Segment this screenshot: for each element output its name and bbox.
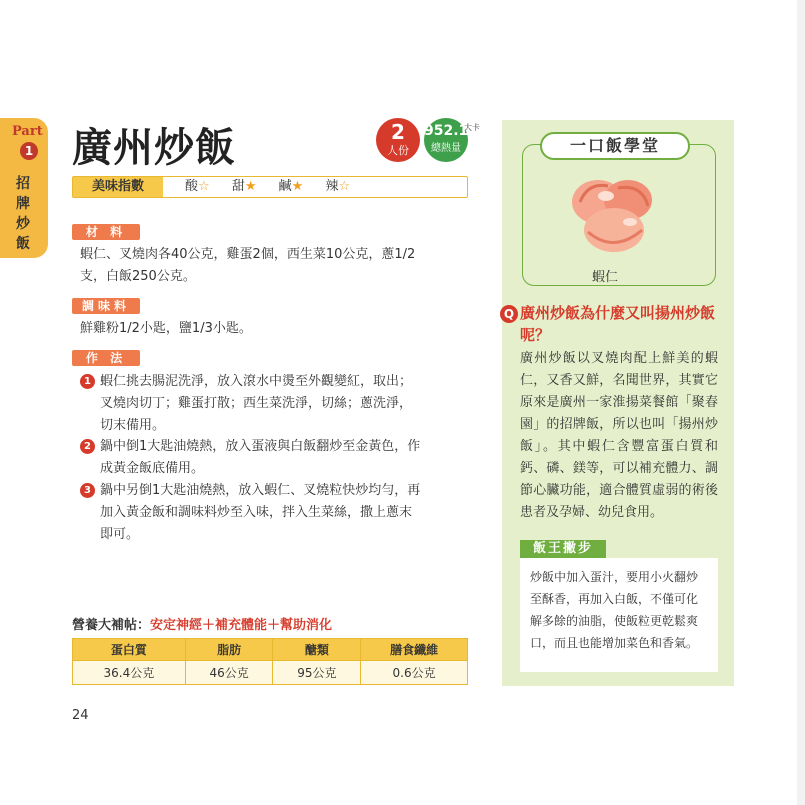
recipe-title: 廣州炒飯: [72, 125, 236, 171]
answer-text: 廣州炒飯以叉燒肉配上鮮美的蝦仁，又香又鮮，名聞世界，其實它原來是廣州一家淮揚菜餐館「聚春園」的招牌飯，所以也叫「揚州炒飯」。其中蝦仁含豐富蛋白質和鈣、磷、鎂等，可以補充體力、調節心臟功能，適合體質虛弱的術後患者及孕婦、幼兒食用。: [520, 351, 718, 520]
star-icon: ☆: [198, 179, 210, 194]
ingredients-label: 材 料: [72, 224, 140, 240]
part-label: 招牌炒飯: [16, 176, 30, 252]
star-icon: ★: [291, 179, 304, 194]
step-number: 1: [80, 374, 95, 389]
method-step-2: 2 鍋中倒1大匙油燒熱，放入蛋液與白飯翻炒至金黃色，作 成黃金飯底備用。: [80, 436, 470, 480]
tip-label: 飯王撇步: [520, 540, 606, 558]
taste-label: 美味指數: [73, 177, 163, 197]
table-header: 膳食纖維: [361, 639, 468, 661]
ingredients-text: [80, 244, 415, 288]
star-icon: ★: [244, 179, 257, 194]
ingredients-line: 支，白飯250公克。: [80, 269, 196, 284]
step-number: 2: [80, 439, 95, 454]
panel-title: 一口飯學堂: [540, 132, 690, 160]
page-edge: [797, 0, 805, 805]
nutrition-highlight: 安定神經＋補充體能＋幫助消化: [150, 618, 333, 633]
taste-items: [185, 177, 368, 197]
calorie-label: 總熱量: [431, 143, 461, 154]
seasoning-line: 鮮雞粉1/2小匙，鹽1/3小匙。: [80, 321, 252, 336]
nutrition-table: [72, 638, 468, 685]
servings-number: 2: [391, 120, 405, 144]
ingredients-line: 蝦仁、叉燒肉各40公克，雞蛋2個，西生菜10公克，蔥1/2: [80, 247, 416, 262]
nutrition-heading: 營養大補帖：安定神經＋補充體能＋幫助消化: [72, 618, 333, 633]
taste-index-bar: [72, 176, 468, 198]
servings-badge: [376, 118, 420, 162]
table-header-row: [73, 639, 468, 661]
table-cell: 0.6公克: [361, 661, 468, 685]
question-text: 廣州炒飯為什麼又叫揚州炒飯呢？: [520, 304, 716, 344]
table-header: 脂肪: [185, 639, 273, 661]
image-caption: 蝦仁: [592, 270, 619, 285]
table-row: [73, 661, 468, 685]
method-step-3: 3 鍋中另倒1大匙油燒熱，放入蝦仁、叉燒粒快炒均勻，再 加入黃金飯和調味料炒至入味，拌入生菜絲，撒上蔥末 即可。: [80, 480, 470, 546]
page-number: 24: [72, 708, 89, 723]
taste-item-salty: 鹹★: [278, 179, 304, 194]
part-word: Part: [12, 124, 43, 139]
tip-text: 炒飯中加入蛋汁，要用小火翻炒至酥香，再加入白飯，不僅可化解多餘的油脂，使飯粒更乾鬆爽口，而且也能增加菜色和香氣。: [520, 558, 718, 672]
taste-item-sour: 酸☆: [185, 179, 210, 194]
method-label: 作 法: [72, 350, 140, 366]
taste-item-sweet: 甜★: [231, 179, 257, 194]
table-cell: 46公克: [185, 661, 273, 685]
seasoning-label: 調味料: [72, 298, 140, 314]
table-cell: 36.4公克: [73, 661, 186, 685]
table-header: 蛋白質: [73, 639, 186, 661]
part-tab: [0, 118, 48, 258]
calorie-badge: [424, 118, 468, 162]
table-header: 醣類: [273, 639, 361, 661]
calorie-unit: 大卡: [464, 123, 480, 132]
seasoning-text: [80, 318, 252, 340]
table-cell: 95公克: [273, 661, 361, 685]
shrimp-image: [558, 162, 670, 262]
calorie-number: 952.1: [424, 123, 469, 139]
taste-item-spicy: 辣☆: [325, 179, 351, 194]
step-number: 3: [80, 483, 95, 498]
part-number: 1: [20, 142, 38, 160]
star-icon: ☆: [338, 179, 351, 194]
question-icon: Q: [500, 305, 518, 323]
servings-unit: 人份: [387, 144, 409, 157]
method-step-1: 1 蝦仁挑去腸泥洗淨，放入滾水中燙至外觀變紅，取出； 叉燒肉切丁；雞蛋打散；西生菜洗淨，切絲；蔥洗淨， 切末備用。: [80, 371, 470, 437]
